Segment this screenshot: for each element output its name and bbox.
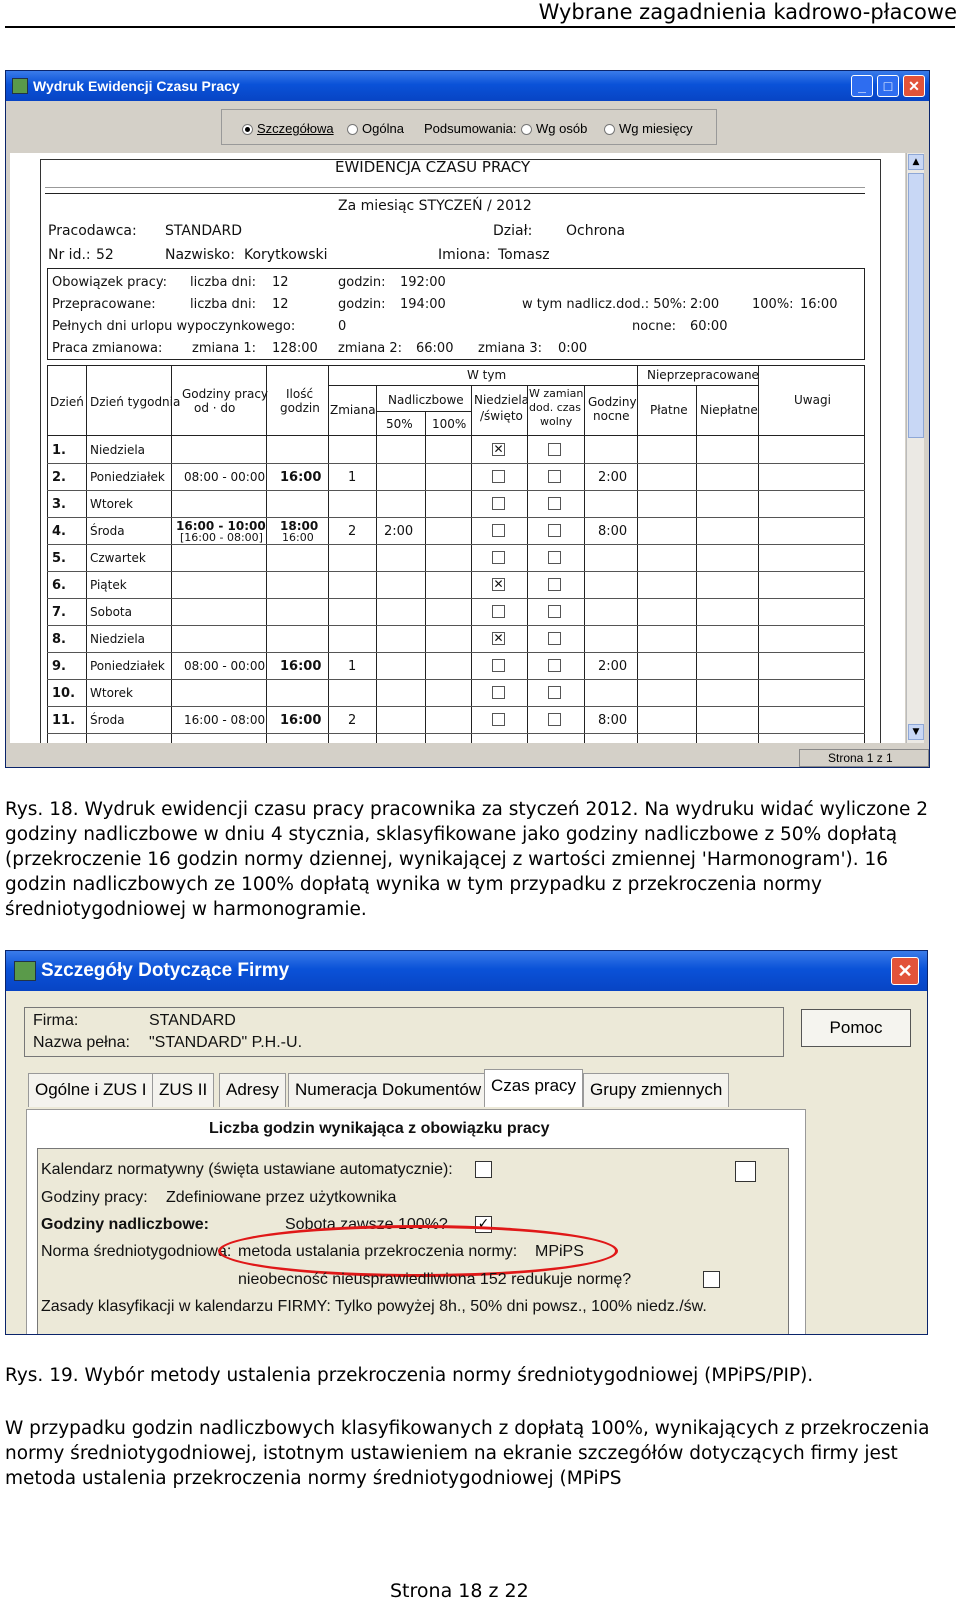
checkbox-icon: [492, 524, 505, 537]
obowiazek-dni: 12: [272, 275, 289, 290]
section-title: Liczba godzin wynikająca z obowiązku pracy: [209, 1120, 550, 1137]
report-page: [10, 153, 905, 743]
row-separator: [47, 706, 865, 707]
minimize-icon[interactable]: _: [851, 75, 873, 97]
checkbox-icon: [548, 578, 561, 591]
nazwa-label: Nazwa pełna:: [33, 1034, 130, 1051]
option-wg-osob[interactable]: Wg osób: [521, 121, 587, 136]
header-nieplatne: Niepłatne: [700, 403, 758, 417]
checkbox-icon: [492, 605, 505, 618]
row-qty: 18:00: [280, 519, 319, 533]
app-icon: [12, 78, 28, 94]
nrid-value: 52: [96, 247, 114, 263]
option-szczegolowa[interactable]: Szczegółowa: [242, 121, 334, 136]
header-nocne: nocne: [593, 409, 630, 423]
checkbox-icon: [548, 443, 561, 456]
godziny-pracy-value: Zdefiniowane przez użytkownika: [166, 1189, 397, 1206]
nazwisko-label: Nazwisko:: [165, 247, 235, 263]
row-separator: [47, 517, 865, 518]
header-dzien: Dzień: [50, 395, 84, 409]
tab-czas-pracy[interactable]: Czas pracy: [484, 1069, 583, 1107]
radio-icon: [604, 124, 615, 135]
liczba-dni-label: liczba dni:: [190, 275, 257, 290]
checkbox-icon: [548, 713, 561, 726]
help-button[interactable]: Pomoc: [801, 1009, 911, 1047]
print-preview-window: [5, 70, 930, 768]
norma-label: Norma średniotygodniowa:: [41, 1243, 232, 1260]
kalendarz-label: Kalendarz normatywny (święta ustawiane automatycznie):: [41, 1161, 453, 1178]
row-day: 10.: [52, 686, 76, 701]
row-weekday: Niedziela: [90, 443, 146, 457]
nazwa-value: "STANDARD" P.H.-U.: [149, 1034, 303, 1051]
radio-icon: [242, 124, 253, 135]
zmiana3-label: zmiana 3:: [478, 341, 543, 356]
row-day: 4.: [52, 524, 66, 539]
tab-ogolne[interactable]: Ogólne i ZUS I: [28, 1073, 154, 1107]
przepracowane-label: Przepracowane:: [52, 297, 156, 312]
przepracowane-dni: 12: [272, 297, 289, 312]
header-100: 100%: [432, 417, 467, 431]
nieobecnosc-label: nieobecność nieusprawiedliwiona 152 redukuje normę?: [238, 1271, 632, 1288]
tab-numeracja[interactable]: Numeracja Dokumentów: [288, 1073, 488, 1107]
extra-checkbox[interactable]: [735, 1161, 756, 1182]
row-night: 8:00: [598, 713, 628, 728]
row-qty: 16:00: [280, 470, 322, 485]
checkbox-icon: [492, 713, 505, 726]
row-weekday: Poniedziałek: [90, 659, 165, 673]
row-night: 2:00: [598, 659, 628, 674]
header-uwagi: Uwagi: [794, 393, 831, 407]
row-weekday: Poniedziałek: [90, 470, 165, 484]
app-icon: [14, 961, 36, 981]
tab-panel: [26, 1109, 806, 1335]
metoda-label: metoda ustalania przekroczenia normy:: [238, 1243, 518, 1260]
row-separator: [47, 625, 865, 626]
row-hours: 08:00 - 00:00: [184, 470, 266, 484]
zmiana2-label: zmiana 2:: [338, 341, 403, 356]
header-rule: [5, 26, 955, 28]
urlop-label: Pełnych dni urlopu wypoczynkowego:: [52, 319, 296, 334]
nazwisko-value: Korytkowski: [244, 247, 328, 263]
checkbox-icon: [548, 686, 561, 699]
option-ogolna[interactable]: Ogólna: [347, 121, 404, 136]
option-podsumowania-label: Podsumowania:: [424, 121, 517, 136]
checked-checkbox-icon: ✕: [493, 631, 504, 645]
row-weekday: Niedziela: [90, 632, 146, 646]
przepracowane-godzin: 194:00: [400, 297, 446, 312]
radio-icon: [521, 124, 532, 135]
row-hours: 08:00 - 00:00: [184, 659, 266, 673]
checkbox-icon: [548, 524, 561, 537]
tab-strip: [26, 1073, 806, 1109]
scroll-up-icon[interactable]: ▲: [908, 154, 924, 170]
row-separator: [47, 652, 865, 653]
row-night: 2:00: [598, 470, 628, 485]
nocne-label: nocne:: [632, 319, 676, 334]
close-icon[interactable]: ✕: [903, 75, 925, 97]
urlop-value: 0: [338, 319, 347, 334]
company-info-panel: [24, 1007, 784, 1057]
checked-checkbox-icon: ✕: [493, 577, 504, 591]
imiona-label: Imiona:: [438, 247, 491, 263]
scroll-thumb[interactable]: [908, 173, 924, 438]
nadliczbowe-label: Godziny nadliczbowe:: [41, 1216, 210, 1233]
row-separator: [47, 490, 865, 491]
sobota-checkbox[interactable]: ✓: [475, 1216, 492, 1233]
pracodawca-value: STANDARD: [165, 223, 243, 239]
imiona-value: Tomasz: [498, 247, 550, 263]
report-period: Za miesiąc STYCZEŃ / 2012: [338, 198, 532, 214]
row-hours: 16:00 - 10:00: [176, 519, 266, 533]
page-header: Wybrane zagadnienia kadrowo-płacowe: [538, 0, 957, 24]
header-godzin: godzin: [280, 401, 320, 415]
checkbox-icon: [492, 659, 505, 672]
nadlicz-100: 16:00: [800, 297, 838, 312]
row-hours: 16:00 - 08:00: [184, 713, 266, 727]
row-day: 9.: [52, 659, 66, 674]
header-zmiana: Zmiana: [330, 403, 376, 417]
page-footer: Strona 18 z 22: [390, 1580, 529, 1602]
row-qty-2: 16:00: [282, 531, 314, 544]
row-overtime-50: 2:00: [384, 524, 414, 539]
row-weekday: Wtorek: [90, 497, 133, 511]
header-dod-czas: dod. czas: [529, 401, 581, 414]
row-day: 11.: [52, 713, 76, 728]
row-weekday: Środa: [90, 713, 125, 727]
settings-group: [37, 1148, 789, 1335]
row-night: 8:00: [598, 524, 628, 539]
zmiana1-value: 128:00: [272, 341, 318, 356]
row-day: 6.: [52, 578, 66, 593]
dzial-label: Dział:: [493, 223, 533, 239]
obowiazek-label: Obowiązek pracy:: [52, 275, 167, 290]
checkbox-icon: [492, 686, 505, 699]
row-day: 3.: [52, 497, 66, 512]
summary-box: [47, 268, 865, 360]
zmiana2-value: 66:00: [416, 341, 454, 356]
row-day: 1.: [52, 443, 66, 458]
company-details-window: [5, 950, 928, 1335]
liczba-dni-label: liczba dni:: [190, 297, 257, 312]
row-separator: [47, 733, 865, 734]
row-weekday: Środa: [90, 524, 125, 538]
checkbox-icon: [492, 551, 505, 564]
row-shift: 2: [348, 713, 357, 728]
option-wg-miesiecy[interactable]: Wg miesięcy: [604, 121, 693, 136]
metoda-value[interactable]: MPiPS: [535, 1243, 584, 1260]
report-title: EWIDENCJA CZASU PRACY: [335, 158, 531, 176]
radio-icon: [347, 124, 358, 135]
tab-adresy[interactable]: Adresy: [219, 1073, 286, 1107]
checkbox-icon: [548, 659, 561, 672]
checkbox-icon: [492, 470, 505, 483]
row-shift: 1: [348, 659, 357, 674]
row-qty: 16:00: [280, 659, 322, 674]
nieobecnosc-checkbox[interactable]: [703, 1271, 720, 1288]
body-paragraph: W przypadku godzin nadliczbowych klasyfikowanych z dopłatą 100%, wynikających z przekroczenia normy średniotygodniowej, istotnym ustawieniem na ekranie szczegółów dotyczących firmy jest metoda ustalenia przekroczenia normy średniotygodniowej (MPiPS: [5, 1418, 930, 1489]
nadlicz-100-label: 100%:: [752, 297, 794, 312]
row-separator: [47, 679, 865, 680]
row-separator: [47, 544, 865, 545]
row-qty: 16:00: [280, 713, 322, 728]
row-separator: [47, 598, 865, 599]
nocne-value: 60:00: [690, 319, 728, 334]
firma-label: Firma:: [33, 1012, 79, 1029]
window-titlebar: [6, 71, 929, 101]
checkbox-icon: [492, 497, 505, 510]
header-wzamian: W zamian: [529, 387, 584, 400]
header-swieto: /święto: [480, 409, 523, 423]
row-day: 2.: [52, 470, 66, 485]
row-separator: [47, 463, 865, 464]
checkbox-icon: [548, 551, 561, 564]
checkbox-icon: [548, 632, 561, 645]
vertical-scrollbar[interactable]: [906, 153, 924, 743]
print-options-group: [221, 109, 717, 145]
obowiazek-godzin: 192:00: [400, 275, 446, 290]
kalendarz-checkbox[interactable]: [475, 1161, 492, 1178]
checkbox-icon: [548, 497, 561, 510]
godzin-label: godzin:: [338, 275, 386, 290]
row-shift: 2: [348, 524, 357, 539]
window-title: Szczegóły Dotyczące Firmy: [41, 960, 290, 981]
checked-checkbox-icon: ✕: [493, 442, 504, 456]
figure-18-caption: Rys. 18. Wydruk ewidencji czasu pracy pracownika za styczeń 2012. Na wydruku widać wyliczone 2 godziny nadliczbowe w dniu 4 stycznia, sklasyfikowane jako godziny nadliczbowe z 50% dopłatą (przekroczenie 16 godzin normy dziennej, wynikającej z wartości zmiennej 'Harmonogram'). 16 godzin nadliczbowych ze 100% dopłatą wynika w tym przypadku z przekroczenia normy średniotygodniowej w harmonogramie.: [5, 799, 928, 920]
header-wtym: W tym: [467, 368, 507, 382]
tab-zus-ii[interactable]: ZUS II: [152, 1073, 214, 1107]
maximize-icon[interactable]: □: [877, 75, 899, 97]
figure-19-caption: Rys. 19. Wybór metody ustalenia przekroczenia normy średniotygodniowej (MPiPS/PIP).: [5, 1365, 814, 1386]
nadlicz-label: w tym nadlicz.dod.: 50%:: [522, 297, 687, 312]
header-platne: Płatne: [650, 403, 688, 417]
header-dzien-tygodnia: Dzień tygodnia: [90, 395, 181, 409]
pracodawca-label: Pracodawca:: [48, 223, 137, 239]
row-separator: [47, 571, 865, 572]
row-day: 7.: [52, 605, 66, 620]
nrid-label: Nr id.:: [48, 247, 91, 263]
header-godziny-pracy: Godziny pracy: [182, 387, 269, 401]
header-nieprzepracowane: Nieprzepracowane: [647, 368, 759, 382]
row-weekday: Sobota: [90, 605, 132, 619]
firma-value: STANDARD: [149, 1012, 236, 1029]
row-shift: 1: [348, 470, 357, 485]
header-wolny: wolny: [540, 415, 573, 428]
checkbox-icon: [548, 605, 561, 618]
page-indicator: Strona 1 z 1: [799, 749, 929, 767]
tab-grupy-zmiennych[interactable]: Grupy zmiennych: [583, 1073, 729, 1107]
header-od-do: od · do: [194, 401, 236, 415]
row-hours-2: [16:00 - 08:00]: [180, 531, 263, 544]
checkbox-icon: [548, 470, 561, 483]
header-50: 50%: [386, 417, 413, 431]
highlight-ellipse: [218, 1225, 618, 1277]
row-weekday: Czwartek: [90, 551, 146, 565]
window-title: Wydruk Ewidencji Czasu Pracy: [33, 78, 240, 94]
zmiana3-value: 0:00: [558, 341, 588, 356]
header-ilosc: Ilość: [286, 387, 314, 401]
row-weekday: Wtorek: [90, 686, 133, 700]
row-day: 8.: [52, 632, 66, 647]
zmiana1-label: zmiana 1:: [192, 341, 257, 356]
row-weekday: Piątek: [90, 578, 127, 592]
window-titlebar: [6, 951, 927, 991]
header-nadliczbowe: Nadliczbowe: [388, 393, 464, 407]
scroll-down-icon[interactable]: ▼: [908, 724, 924, 740]
zasady-label: Zasady klasyfikacji w kalendarzu FIRMY: Tylko powyżej 8h., 50% dni powsz., 100% niedz./św.: [41, 1298, 707, 1315]
nadlicz-50: 2:00: [690, 297, 720, 312]
godzin-label: godzin:: [338, 297, 386, 312]
zmianowa-label: Praca zmianowa:: [52, 341, 163, 356]
godziny-pracy-label: Godziny pracy:: [41, 1189, 148, 1206]
close-icon[interactable]: ✕: [891, 957, 919, 985]
row-day: 5.: [52, 551, 66, 566]
header-niedziela: Niedziela: [474, 393, 530, 407]
header-godziny: Godziny: [588, 395, 637, 409]
sobota-label: Sobota zawsze 100%?: [285, 1216, 448, 1233]
dzial-value: Ochrona: [566, 223, 626, 239]
